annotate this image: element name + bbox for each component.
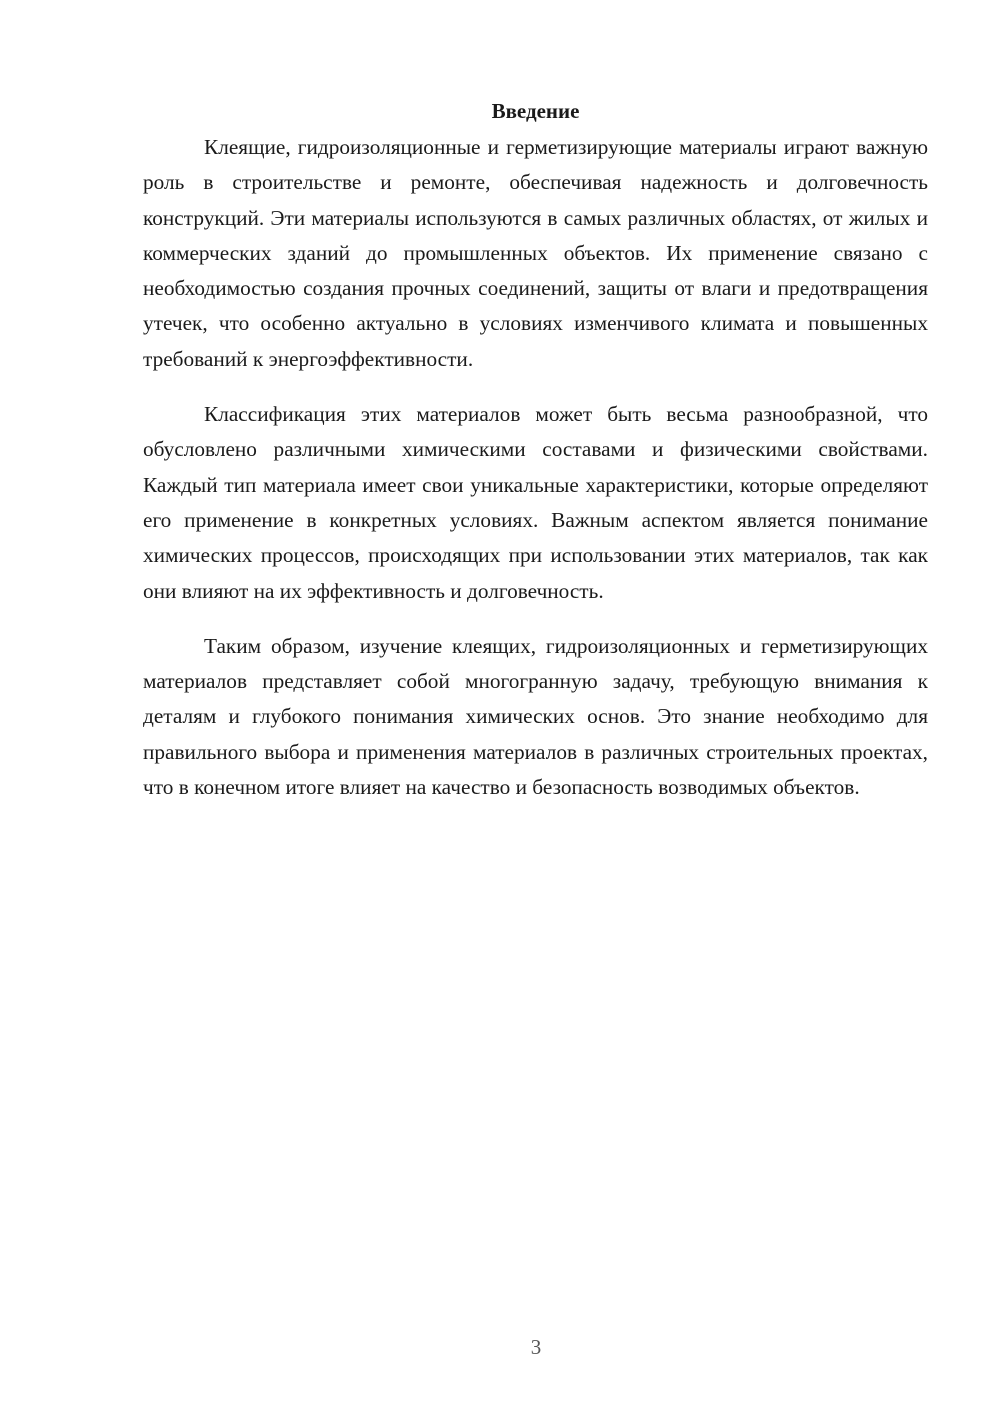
page-number: 3 bbox=[530, 1335, 542, 1359]
section-heading: Введение bbox=[491, 99, 580, 123]
paragraph-1: Клеящие, гидроизоляционные и герметизирующие материалы играют важную роль в строительстве и ремонте, обеспечивая надежность и долговечность конструкций. Эти материалы используются в самых различных областях, от жилых и коммерческих зданий до промышленных объектов. Их применение связано с необходимостью создания прочных соединений, защиты от влаги и предотвращения утечек, что особенно актуально в условиях изменчивого климата и повышенных требований к энергоэффективности. bbox=[143, 135, 928, 371]
paragraph-2: Классификация этих материалов может быть весьма разнообразной, что обусловлено различными химическими составами и физическими свойствами. Каждый тип материала имеет свои уникальные характеристики, которые определяют его применение в конкретных условиях. Важным аспектом является понимание химических процессов, происходящих при использовании этих материалов, так как они влияют на их эффективность и долговечность. bbox=[143, 402, 928, 603]
page-content bbox=[143, 96, 928, 805]
paragraph-3: Таким образом, изучение клеящих, гидроизоляционных и герметизирующих материалов представляет собой многогранную задачу, требующую внимания к деталям и глубокого понимания химических основ. Это знание необходимо для правильного выбора и применения материалов в различных строительных проектах, что в конечном итоге влияет на качество и безопасность возводимых объектов. bbox=[143, 633, 928, 800]
